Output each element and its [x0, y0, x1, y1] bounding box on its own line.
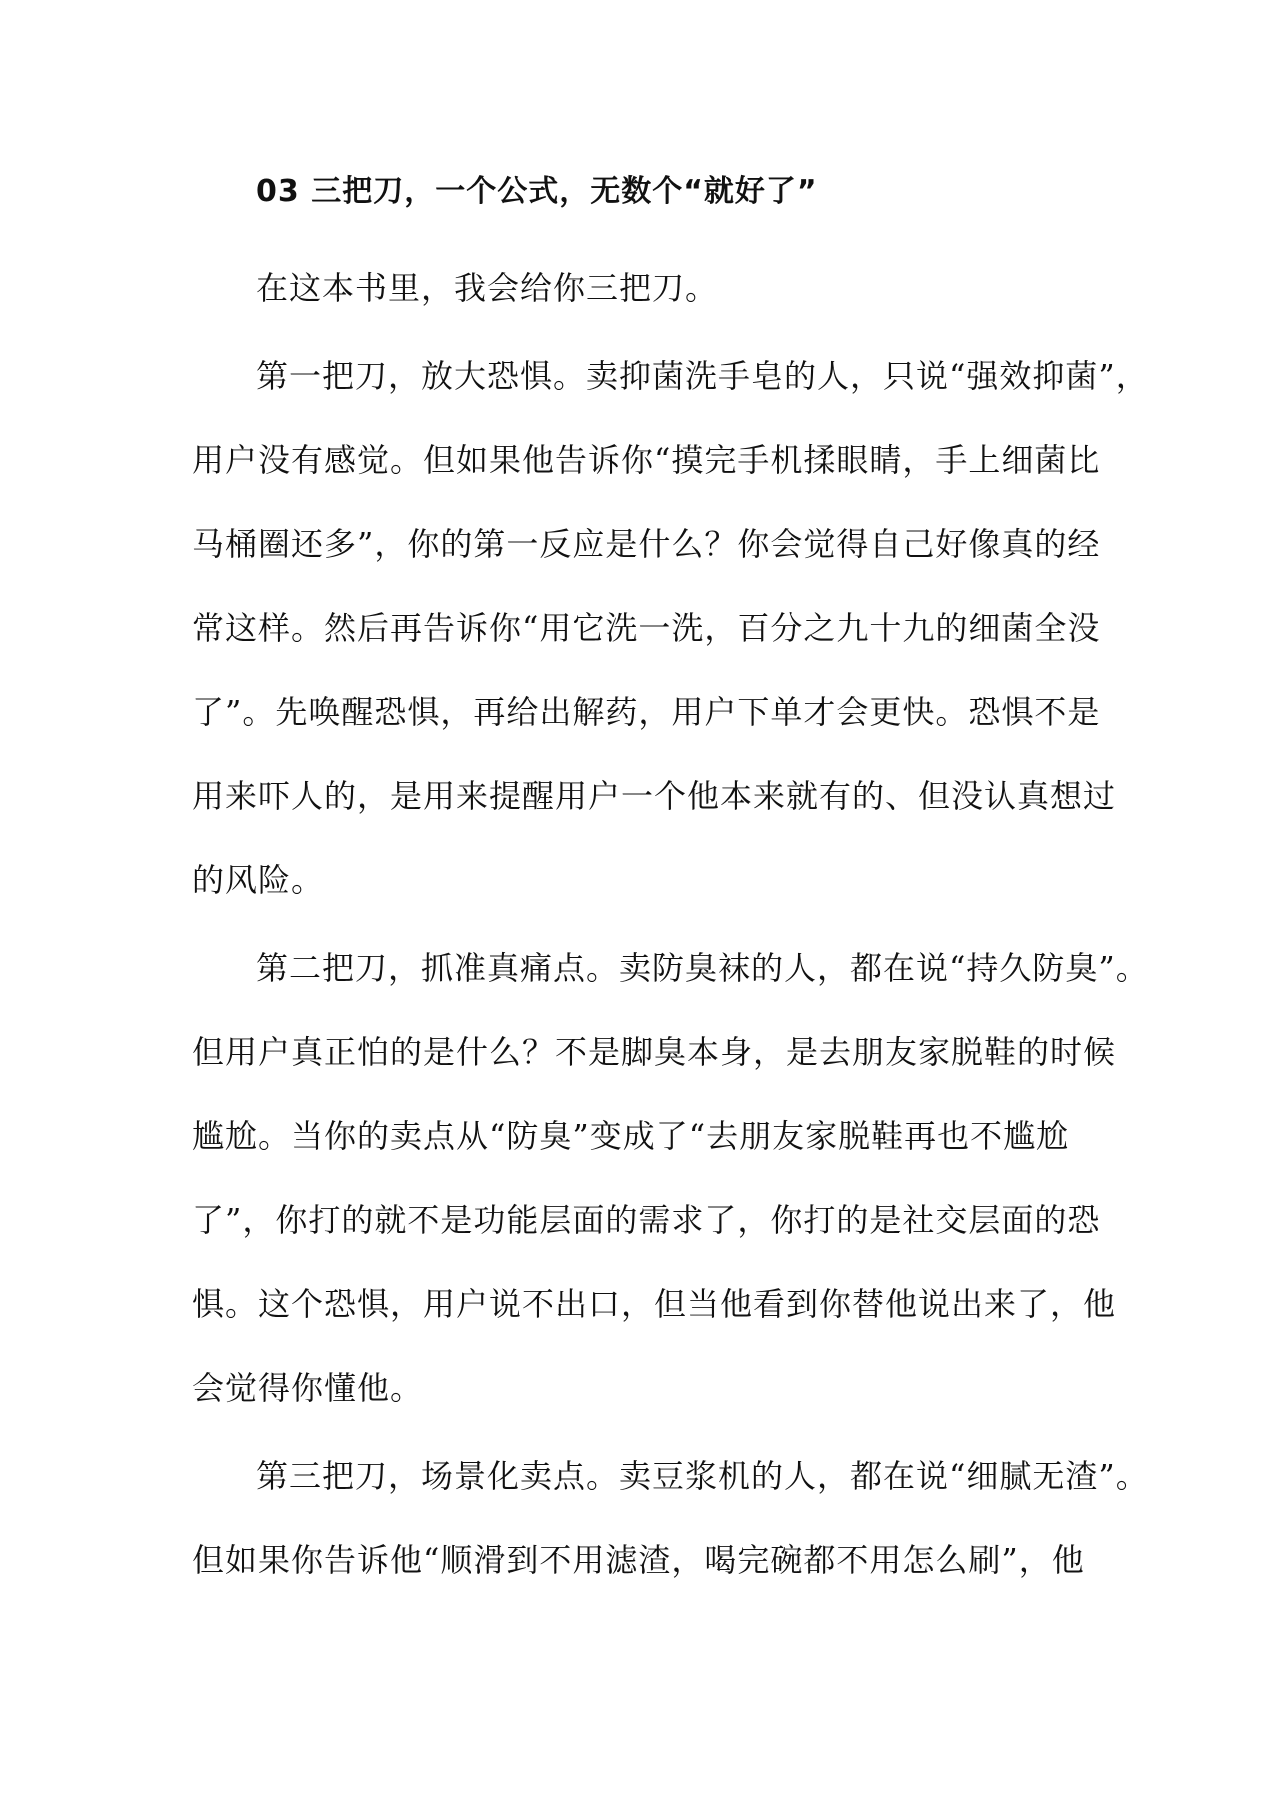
paragraph-line: 会觉得你懂他。	[192, 1369, 424, 1407]
paragraph-line: 用户没有感觉。但如果他告诉你“摸完手机揉眼睛，手上细菌比	[192, 441, 1101, 479]
paragraph-line: 常这样。然后再告诉你“用它洗一洗，百分之九十九的细菌全没	[192, 609, 1101, 647]
paragraph-line: 了”。先唤醒恐惧，再给出解药，用户下单才会更快。恐惧不是	[192, 693, 1101, 731]
paragraph-line: 但用户真正怕的是什么？不是脚臭本身，是去朋友家脱鞋的时候	[192, 1033, 1117, 1071]
paragraph-line: 用来吓人的，是用来提醒用户一个他本来就有的、但没认真想过	[192, 777, 1117, 815]
paragraph-line: 惧。这个恐惧，用户说不出口，但当他看到你替他说出来了，他	[192, 1285, 1117, 1323]
paragraph-line: 第二把刀，抓准真痛点。卖防臭袜的人，都在说“持久防臭”。	[256, 949, 1149, 987]
paragraph-line: 尴尬。当你的卖点从“防臭”变成了“去朋友家脱鞋再也不尴尬	[192, 1117, 1070, 1155]
paragraph-line: 第三把刀，场景化卖点。卖豆浆机的人，都在说“细腻无渣”。	[256, 1457, 1149, 1495]
paragraph-line: 第一把刀，放大恐惧。卖抑菌洗手皂的人，只说“强效抑菌”，	[256, 357, 1149, 395]
paragraph-line: 马桶圈还多”，你的第一反应是什么？你会觉得自己好像真的经	[192, 525, 1101, 563]
paragraph-line: 但如果你告诉他“顺滑到不用滤渣，喝完碗都不用怎么刷”，他	[192, 1541, 1085, 1579]
paragraph-line: 在这本书里，我会给你三把刀。	[256, 269, 719, 307]
paragraph-line: 的风险。	[192, 861, 325, 899]
section-heading: 03 三把刀，一个公式，无数个“就好了”	[256, 174, 818, 209]
paragraph-line: 了”，你打的就不是功能层面的需求了，你打的是社交层面的恐	[192, 1201, 1101, 1239]
